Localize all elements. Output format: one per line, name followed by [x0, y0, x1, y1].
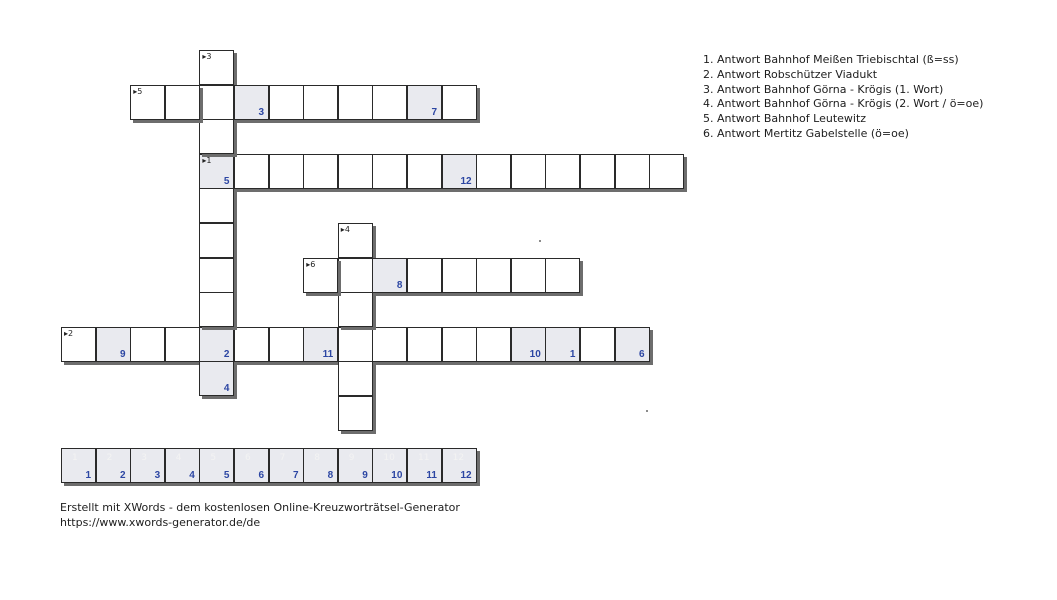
grid-cell[interactable]	[338, 154, 373, 189]
grid-cell[interactable]	[442, 327, 477, 362]
solution-index: 8	[327, 470, 334, 481]
grid-cell[interactable]	[199, 361, 234, 396]
clue-number: ▸3	[202, 52, 212, 61]
solution-index: 10	[391, 470, 403, 481]
grid-cell[interactable]	[61, 327, 96, 362]
grid-cell[interactable]	[407, 85, 442, 120]
grid-cell[interactable]	[580, 154, 615, 189]
clue-3: 3. Antwort Bahnhof Görna - Krögis (1. Wort)	[703, 82, 944, 96]
clue-1: 1. Antwort Bahnhof Meißen Triebischtal (ß=ss)	[703, 53, 959, 66]
generator-credit	[60, 500, 460, 530]
grid-cell[interactable]	[165, 85, 200, 120]
solution-index-faint: 4	[175, 453, 182, 463]
grid-cell[interactable]	[96, 327, 131, 362]
scan-speck	[646, 410, 648, 412]
grid-cell[interactable]	[407, 154, 442, 189]
grid-cell[interactable]	[407, 327, 442, 362]
grid-cell[interactable]	[615, 154, 650, 189]
clue-number: ▸6	[306, 259, 316, 269]
grid-cell[interactable]	[649, 154, 684, 189]
clue-number: ▸5	[133, 86, 143, 96]
solution-number: 12	[460, 175, 472, 187]
solution-index-faint: 11	[418, 453, 430, 463]
clue-6: 6. Antwort Mertitz Gabelstelle (ö=oe)	[703, 126, 909, 140]
grid-cell[interactable]	[234, 327, 269, 362]
solution-number: 6	[639, 348, 645, 360]
solution-cell[interactable]	[96, 448, 131, 483]
grid-cell[interactable]	[615, 327, 650, 362]
grid-cell[interactable]	[199, 119, 234, 154]
solution-number: 5	[223, 175, 230, 187]
solution-cell[interactable]	[61, 448, 96, 483]
grid-cell[interactable]	[442, 85, 477, 120]
solution-index: 12	[460, 470, 472, 481]
grid-cell[interactable]	[199, 188, 234, 223]
clue-number: ▸2	[64, 328, 74, 338]
clue-5: 5. Antwort Bahnhof Leutewitz	[703, 112, 867, 126]
solution-index: 7	[293, 470, 299, 481]
solution-cell[interactable]	[338, 448, 373, 483]
solution-cell[interactable]	[130, 448, 165, 483]
clue-list	[703, 53, 983, 142]
grid-cell[interactable]	[407, 258, 442, 293]
grid-cell[interactable]	[545, 327, 580, 362]
grid-cell[interactable]	[580, 327, 615, 362]
solution-index: 6	[258, 470, 264, 481]
solution-number: 11	[322, 348, 334, 360]
grid-cell[interactable]	[234, 85, 269, 120]
grid-cell[interactable]	[303, 154, 338, 189]
solution-cell[interactable]	[234, 448, 269, 483]
grid-cell[interactable]	[372, 154, 407, 189]
grid-cell[interactable]	[199, 85, 234, 120]
grid-cell[interactable]	[338, 223, 373, 258]
grid-cell[interactable]	[199, 154, 234, 189]
credit-url[interactable]: https://www.xwords-generator.de/de	[60, 516, 261, 529]
solution-index-faint: 1	[72, 453, 78, 463]
grid-cell[interactable]	[199, 50, 234, 85]
solution-index: 11	[426, 470, 437, 481]
solution-number: 4	[223, 383, 230, 395]
solution-index-faint: 6	[245, 453, 251, 463]
solution-index-faint: 8	[314, 453, 320, 463]
clue-2: 2. Antwort Robschützer Viadukt	[703, 67, 878, 81]
grid-cell[interactable]	[303, 85, 338, 120]
grid-cell[interactable]	[269, 85, 304, 120]
grid-cell[interactable]	[442, 258, 477, 293]
solution-cell[interactable]	[269, 448, 304, 483]
grid-cell[interactable]	[338, 258, 373, 293]
grid-cell[interactable]	[338, 292, 373, 327]
clue-number: ▸4	[340, 225, 350, 234]
grid-cell[interactable]	[511, 327, 546, 362]
solution-index-faint: 12	[452, 453, 465, 463]
grid-cell[interactable]	[199, 223, 234, 258]
grid-cell[interactable]	[338, 327, 373, 362]
grid-cell[interactable]	[303, 258, 338, 293]
grid-cell[interactable]	[269, 154, 304, 189]
scan-speck	[539, 240, 541, 242]
solution-index: 5	[223, 470, 230, 481]
solution-cell[interactable]	[199, 448, 234, 483]
solution-cell[interactable]	[372, 448, 407, 483]
solution-cell[interactable]	[442, 448, 477, 483]
solution-index: 2	[120, 470, 126, 481]
grid-cell[interactable]	[372, 85, 407, 120]
grid-cell[interactable]	[234, 154, 269, 189]
grid-cell[interactable]	[372, 327, 407, 362]
grid-cell[interactable]	[338, 361, 373, 396]
grid-cell[interactable]	[511, 258, 546, 293]
solution-index-faint: 9	[348, 453, 355, 463]
grid-cell[interactable]	[476, 327, 511, 362]
solution-index: 4	[189, 470, 195, 481]
solution-index-faint: 3	[141, 453, 147, 463]
grid-cell[interactable]	[442, 154, 477, 189]
solution-index-faint: 2	[106, 453, 113, 463]
solution-index: 1	[85, 470, 91, 481]
solution-index-faint: 5	[210, 453, 217, 463]
grid-cell[interactable]	[130, 85, 165, 120]
solution-number: 3	[258, 106, 264, 118]
grid-cell[interactable]	[130, 327, 165, 362]
solution-index: 3	[154, 470, 161, 481]
grid-cell[interactable]	[511, 154, 546, 189]
solution-number: 1	[569, 348, 576, 360]
grid-cell[interactable]	[199, 292, 234, 327]
solution-number: 7	[431, 106, 437, 118]
grid-cell[interactable]	[476, 258, 511, 293]
solution-number: 8	[396, 279, 403, 291]
grid-cell[interactable]	[199, 258, 234, 293]
clue-4: 4. Antwort Bahnhof Görna - Krögis (2. Wort / ö=oe)	[703, 97, 984, 111]
solution-cell[interactable]	[407, 448, 442, 483]
grid-cell[interactable]	[476, 154, 511, 189]
solution-index: 9	[362, 470, 368, 481]
solution-cell[interactable]	[303, 448, 338, 483]
grid-cell[interactable]	[545, 258, 580, 293]
grid-cell[interactable]	[269, 327, 304, 362]
grid-cell[interactable]	[545, 154, 580, 189]
solution-index-faint: 10	[383, 453, 395, 463]
grid-cell[interactable]	[199, 327, 234, 362]
grid-cell[interactable]	[372, 258, 407, 293]
grid-cell[interactable]	[165, 327, 200, 362]
solution-number: 10	[529, 348, 541, 360]
clue-number: ▸1	[202, 155, 212, 165]
credit-text: Erstellt mit XWords - dem kostenlosen Online-Kreuzworträtsel-Generator	[60, 501, 460, 514]
grid-cell[interactable]	[338, 396, 373, 431]
solution-cell[interactable]	[165, 448, 200, 483]
grid-cell[interactable]	[303, 327, 338, 362]
solution-number: 9	[120, 348, 126, 360]
grid-cell[interactable]	[338, 85, 373, 120]
solution-index-faint: 7	[279, 453, 286, 463]
solution-number: 2	[223, 348, 230, 360]
